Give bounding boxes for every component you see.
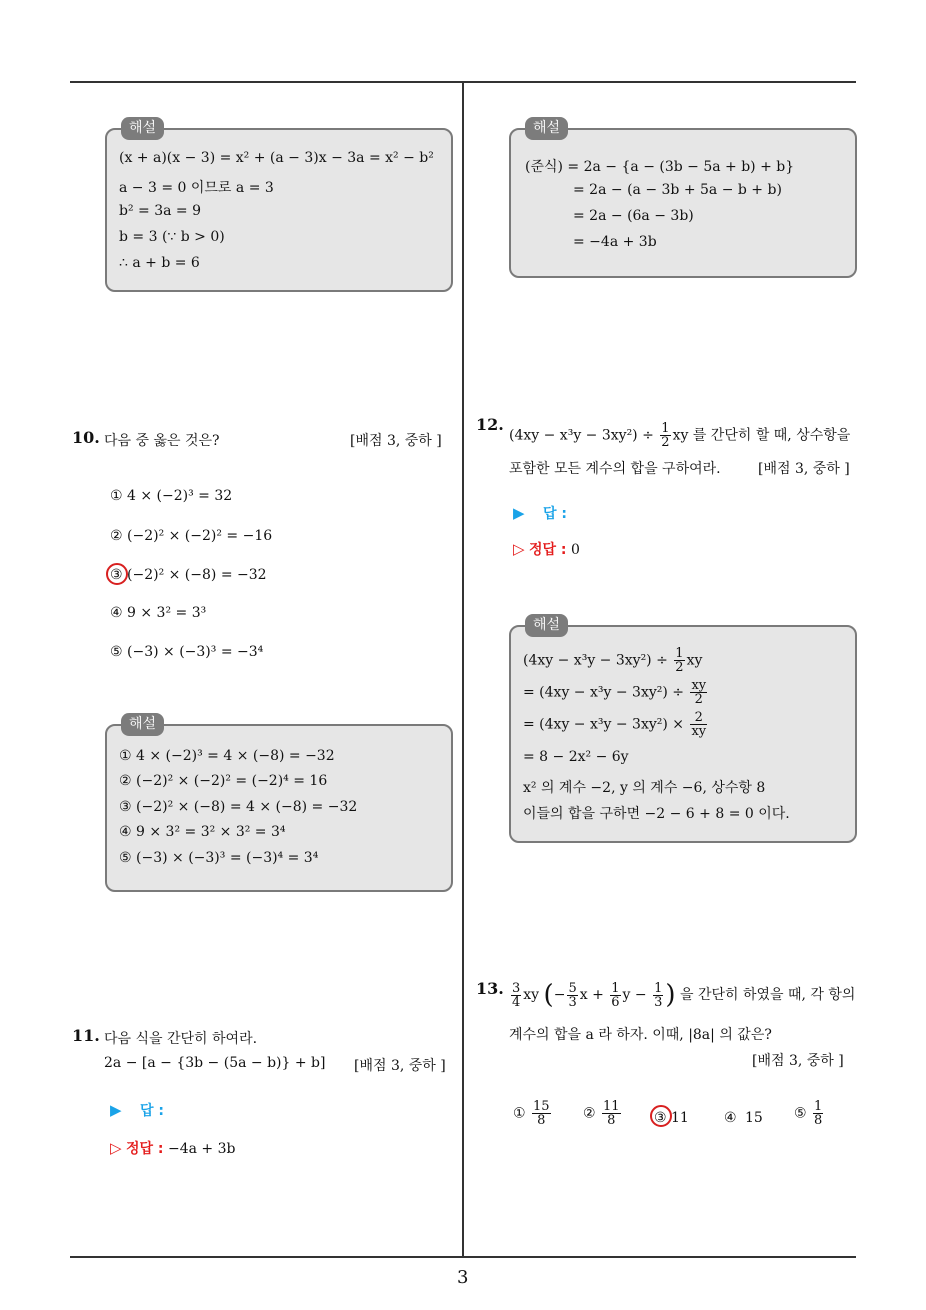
- fraction: $\frac{2}{xy}$: [691, 710, 707, 739]
- question-meta: [배점 3, 중하 ]: [758, 461, 850, 477]
- solution-line: (준식) = 2a − {a − (3b − 5a + b) + b}: [525, 159, 795, 175]
- solution-line: ② (−2)² × (−2)² = (−2)⁴ = 16: [119, 773, 328, 789]
- fraction: $\frac{15}{8}$: [533, 1099, 550, 1128]
- question-text-line2: 계수의 합을 a 라 하자. 이때, |8a| 의 값은?: [509, 1027, 772, 1043]
- correct-answer-row: [110, 1138, 235, 1158]
- question-text-line2: 포함한 모든 계수의 합을 구하여라.: [509, 461, 721, 477]
- solution-box-left-1: [105, 120, 453, 292]
- answer-row: [110, 1100, 164, 1120]
- question-text: (4xy − x³y − 3xy²) ÷ $\frac{1}{2}$ xy 를 간단히 할 때, 상수항을: [509, 421, 851, 450]
- solution-line: = −4a + 3b: [573, 234, 657, 250]
- fraction: $\frac{xy}{2}$: [691, 678, 707, 707]
- option-1[interactable]: ① 4 × (−2)³ = 32: [110, 488, 233, 504]
- question-text: 다음 식을 간단히 하여라.: [104, 1031, 258, 1047]
- column-divider: [462, 82, 464, 1257]
- option-1[interactable]: ① $\frac{15}{8}$: [513, 1099, 550, 1128]
- fraction: $\frac{11}{8}$: [603, 1099, 620, 1128]
- solution-line: b² = 3a = 9: [119, 203, 201, 219]
- correct-answer-value: −4a + 3b: [167, 1141, 236, 1157]
- play-triangle-icon: ▶: [110, 1101, 122, 1119]
- solution-line: = (4xy − x³y − 3xy²) × $\frac{2}{xy}$: [523, 710, 707, 739]
- solution-line: (4xy − x³y − 3xy²) ÷ $\frac{1}{2}$ xy: [523, 646, 703, 675]
- fraction: $\frac{1}{2}$: [661, 421, 670, 450]
- question-meta: [배점 3, 중하 ]: [354, 1058, 446, 1074]
- solution-line: 이들의 합을 구하면 −2 − 6 + 8 = 0 이다.: [523, 806, 790, 822]
- correct-answer-row: [513, 539, 580, 559]
- solution-box-right-2: [509, 617, 857, 843]
- page-number: 3: [457, 1267, 469, 1288]
- option-2[interactable]: ② (−2)² × (−2)² = −16: [110, 528, 273, 544]
- solution-tag: 해설: [121, 117, 164, 140]
- solution-line: ⑤ (−3) × (−3)³ = (−3)⁴ = 3⁴: [119, 850, 319, 866]
- correct-answer-label: 정답 :: [529, 542, 567, 558]
- solution-box-right-1: [509, 120, 857, 278]
- solution-line: ① 4 × (−2)³ = 4 × (−8) = −32: [119, 748, 335, 764]
- solution-tag: 해설: [121, 713, 164, 736]
- solution-line: = 2a − (6a − 3b): [573, 208, 694, 224]
- solution-line: = 2a − (a − 3b + 5a − b + b): [573, 182, 782, 198]
- solution-line: ∴ a + b = 6: [119, 255, 200, 271]
- question-meta: [배점 3, 중하 ]: [752, 1053, 844, 1069]
- solution-line: = 8 − 2x² − 6y: [523, 749, 629, 765]
- solution-line: b = 3 (∵ b > 0): [119, 229, 225, 245]
- outline-triangle-icon: ▷: [110, 1139, 122, 1157]
- option-5[interactable]: ⑤ $\frac{1}{8}$: [794, 1099, 823, 1128]
- correct-answer-value: 0: [570, 542, 580, 558]
- fraction: $\frac{1}{8}$: [814, 1099, 823, 1128]
- option-3[interactable]: ③ 11: [654, 1110, 689, 1126]
- question-number: 13.: [476, 979, 504, 998]
- question-number: 10.: [72, 428, 100, 447]
- question-text: $\frac{3}{4}$ xy (− $\frac{5}{3}$ x + $\frac{1}{6}$ y − $\frac{1}{3}$ ) 을 간단히 하였을 때, 각 항의: [512, 980, 856, 1010]
- question-number: 11.: [72, 1026, 100, 1045]
- solution-line: a − 3 = 0 이므로 a = 3: [119, 180, 274, 196]
- solution-line: = (4xy − x³y − 3xy²) ÷ $\frac{xy}{2}$: [523, 678, 707, 707]
- outline-triangle-icon: ▷: [513, 540, 525, 558]
- solution-line: ③ (−2)² × (−8) = 4 × (−8) = −32: [119, 799, 358, 815]
- fraction: $\frac{1}{2}$: [675, 646, 684, 675]
- answer-label: 답 :: [140, 1103, 164, 1119]
- solution-line: x² 의 계수 −2, y 의 계수 −6, 상수항 8: [523, 780, 766, 796]
- answer-row: [513, 503, 567, 523]
- answer-label: 답 :: [543, 506, 567, 522]
- option-4[interactable]: ④ 9 × 3² = 3³: [110, 605, 207, 621]
- solution-line: ④ 9 × 3² = 3² × 3² = 3⁴: [119, 824, 286, 840]
- fraction: $\frac{3}{4}$: [512, 980, 521, 1010]
- question-number: 12.: [476, 415, 504, 434]
- question-text: 다음 중 옳은 것은?: [104, 433, 220, 449]
- question-expression: 2a − [a − {3b − (5a − b)} + b]: [104, 1055, 326, 1071]
- question-meta: [배점 3, 중하 ]: [350, 433, 442, 449]
- option-4[interactable]: ④ 15: [724, 1110, 763, 1126]
- solution-tag: 해설: [525, 117, 568, 140]
- option-5[interactable]: ⑤ (−3) × (−3)³ = −3⁴: [110, 644, 264, 660]
- solution-box-left-2: [105, 716, 453, 892]
- solution-line: (x + a)(x − 3) = x² + (a − 3)x − 3a = x² − b²: [119, 150, 434, 166]
- option-2[interactable]: ② $\frac{11}{8}$: [583, 1099, 620, 1128]
- play-triangle-icon: ▶: [513, 504, 525, 522]
- solution-tag: 해설: [525, 614, 568, 637]
- correct-answer-label: 정답 :: [126, 1141, 164, 1157]
- option-3[interactable]: ③ (−2)² × (−8) = −32: [110, 567, 267, 583]
